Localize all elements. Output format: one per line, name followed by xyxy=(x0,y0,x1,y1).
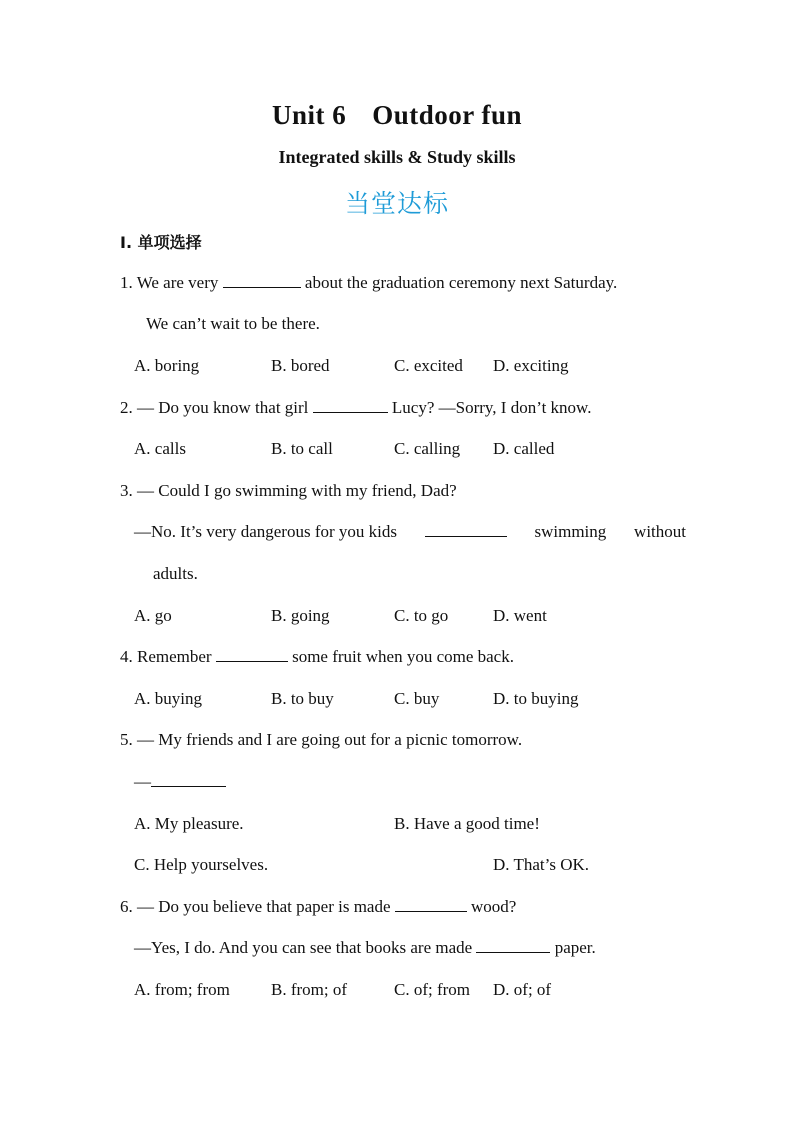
question-number: 3. xyxy=(120,481,133,500)
option-b: B. to buy xyxy=(271,689,334,708)
question-6-stem-line2: —Yes, I do. And you can see that books are made paper. xyxy=(134,938,596,957)
option-b: B. to call xyxy=(271,439,333,458)
question-3-stem: 3. — Could I go swimming with my friend, Dad? xyxy=(120,481,457,500)
option-b: B. going xyxy=(271,606,330,625)
option-c: C. to go xyxy=(394,606,449,625)
option-b: B. Have a good time! xyxy=(394,814,540,833)
section-label: Ⅰ. 单项选择 xyxy=(120,233,202,252)
option-b: B. from; of xyxy=(271,980,348,999)
answer-blank xyxy=(223,273,301,288)
option-c: C. calling xyxy=(394,439,461,458)
question-2-stem: 2. — Do you know that girl Lucy? —Sorry, I don’t know. xyxy=(120,398,592,417)
option-a: A. My pleasure. xyxy=(134,814,244,833)
answer-blank xyxy=(425,522,507,537)
answer-blank xyxy=(395,897,467,912)
option-a: A. go xyxy=(134,606,172,625)
question-number: 2. xyxy=(120,398,133,417)
question-number: 1. xyxy=(120,273,133,292)
question-number: 4. xyxy=(120,647,133,666)
question-6-stem: 6. — Do you believe that paper is made wood? xyxy=(120,897,517,916)
answer-blank xyxy=(216,647,288,662)
answer-blank xyxy=(313,398,388,413)
option-d: D. of; of xyxy=(493,980,552,999)
option-c: C. Help yourselves. xyxy=(134,855,269,874)
question-3-stem-line3: adults. xyxy=(153,564,198,583)
question-1-stem: 1. We are very about the graduation ceremony next Saturday. xyxy=(120,273,618,292)
page-title xyxy=(0,100,794,131)
unit-label: Unit 6 xyxy=(271,100,347,130)
question-number: 5. xyxy=(120,730,133,749)
option-d: D. called xyxy=(493,439,555,458)
option-c: C. of; from xyxy=(394,980,471,999)
unit-topic: Outdoor fun xyxy=(372,100,523,130)
option-c: C. excited xyxy=(394,356,463,375)
question-5-stem: 5. — My friends and I are going out for a picnic tomorrow. xyxy=(120,730,523,749)
option-c: C. buy xyxy=(394,689,440,708)
option-b: B. bored xyxy=(271,356,330,375)
question-3-stem-line2: —No. It’s very dangerous for you kids swimming without xyxy=(134,522,686,541)
option-a: A. from; from xyxy=(134,980,230,999)
option-d: D. went xyxy=(493,606,547,625)
option-d: D. That’s OK. xyxy=(493,855,590,874)
option-a: A. buying xyxy=(134,689,202,708)
answer-blank xyxy=(151,772,226,787)
question-5-response: — xyxy=(134,772,226,792)
question-1-stem-line2: We can’t wait to be there. xyxy=(146,314,320,333)
option-d: D. exciting xyxy=(493,356,569,375)
section-heading-cn: 当堂达标 xyxy=(344,189,449,218)
option-a: A. calls xyxy=(134,439,186,458)
answer-blank xyxy=(476,938,550,953)
option-d: D. to buying xyxy=(493,689,579,708)
question-number: 6. xyxy=(120,897,133,916)
question-4-stem: 4. Remember some fruit when you come back. xyxy=(120,647,514,666)
page-subtitle: Integrated skills & Study skills xyxy=(278,147,516,167)
option-a: A. boring xyxy=(134,356,200,375)
